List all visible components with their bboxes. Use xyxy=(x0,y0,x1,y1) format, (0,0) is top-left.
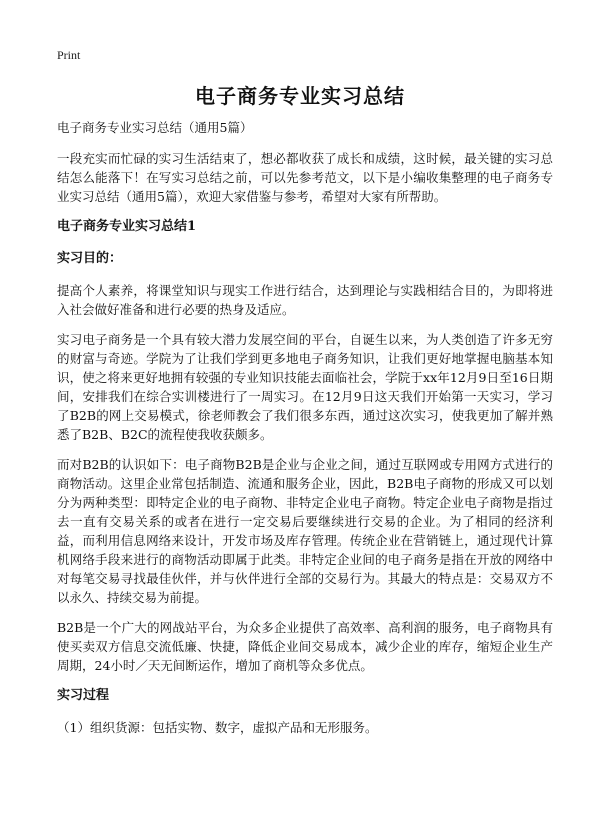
print-label: Print xyxy=(57,48,81,62)
intro-paragraph: 一段充实而忙碌的实习生活结束了，想必都收获了成长和成绩，这时候，最关键的实习总结怎么能落下！在写实习总结之前，可以先参考范文，以下是小编收集整理的电子商务专业实习总结（通用5篇），欢迎大家借鉴与参考，希望对大家有所帮助。 xyxy=(57,151,553,204)
document-subtitle: 电子商务专业实习总结（通用5篇） xyxy=(57,120,253,135)
process-heading: 实习过程 xyxy=(57,688,110,703)
section-heading: 电子商务专业实习总结1 xyxy=(57,219,197,234)
body-paragraph: 实习电子商务是一个具有较大潜力发展空间的平台，自诞生以来，为人类创造了许多无穷的财富与奇迹。学院为了让我们学到更多地电子商务知识，让我们更好地掌握电脑基本知识，使之将来更好地拥有较强的专业知识技能去面临社会，学院于xx年12月9日至16日期间，安排我们在综合实训楼进行了一周实习。在12月9日这天我们开始第一天实习，学习了B2B的网上交易模式，徐老师教会了我们很多东西，通过这次实习，使我更加了解并熟悉了B2B、B2C的流程使我收获颇多。 xyxy=(57,332,553,442)
body-paragraph: 而对B2B的认识如下：电子商物B2B是企业与企业之间，通过互联网或专用网方式进行的商物活动。这里企业常包括制造、流通和服务企业，因此，B2B电子商物的形成又可以划分为两种类型：即特定企业的电子商物、非特定企业电子商物。特定企业电子商物是指过去一直有交易关系的或者在进行一定交易后要继续进行交易的企业。为了相同的经济利益，而利用信息网络来设计，开发市场及库存管理。传统企业在营销链上，通过现代计算机网络手段来进行的商物活动即属于此类。非特定企业间的电子商务是指在开放的网络中对每笔交易寻找最佳伙伴，并与伙伴进行全部的交易行为。其最大的特点是：交易双方不以永久、持续交易为前提。 xyxy=(57,457,553,605)
body-paragraph: B2B是一个广大的网战站平台，为众多企业提供了高效率、高利润的服务，电子商物具有使买卖双方信息交流低廉、快捷，降低企业间交易成本，减少企业的库存，缩短企业生产周期，24小时／天无间断运作，增加了商机等众多优点。 xyxy=(57,620,553,673)
document-title: 电子商务专业实习总结 xyxy=(195,84,405,108)
document-body xyxy=(57,118,553,748)
process-item: （1）组织货源：包括实物、数字，虚拟产品和无形服务。 xyxy=(57,720,378,735)
purpose-heading: 实习目的： xyxy=(57,251,123,266)
body-paragraph: 提高个人素养，将课堂知识与现实工作进行结合，达到理论与实践相结合目的，为即将进入社会做好准备和进行必要的热身及适应。 xyxy=(57,283,553,317)
